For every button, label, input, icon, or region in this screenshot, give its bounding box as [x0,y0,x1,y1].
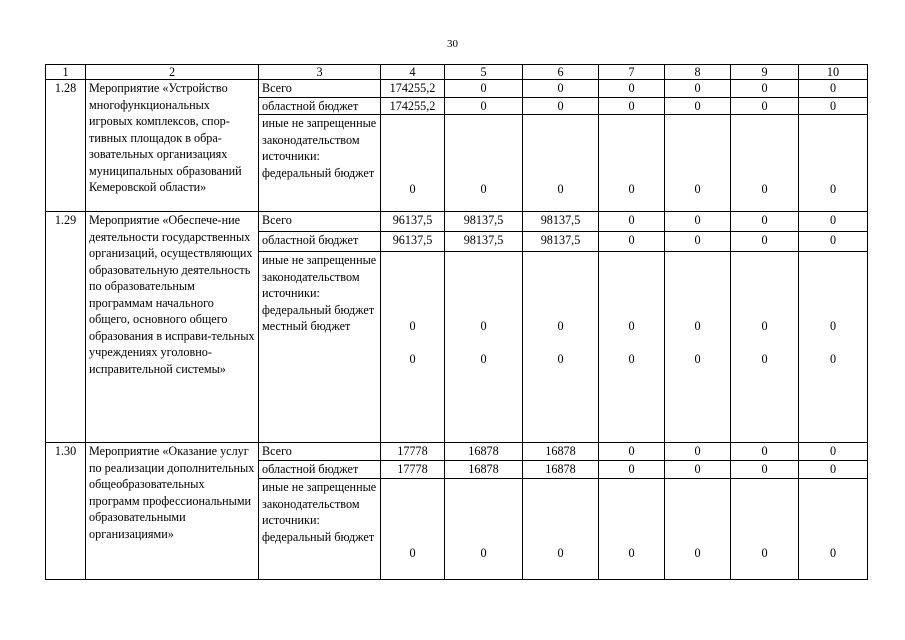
value-cell: 0 [523,97,599,115]
value-cell: 98137,5 [445,232,523,252]
value-cell: 0 [445,97,523,115]
sub-value: 0 [557,182,564,196]
value-cell: 0 [665,97,731,115]
item-number: 1.30 [46,443,86,580]
value-cell: 17778 [381,443,445,461]
sub-value: 0 [628,319,635,333]
value-cell: 0 [799,232,868,252]
value-cell: 98137,5 [523,212,599,232]
value-cell: 0 [599,232,665,252]
value-cell [799,115,868,212]
item-description: Мероприятие «Устройство многофункциональных игровых комплексов, спор-тивных площадок в обра-зовательных организациях муниципальных образований Кемеровской области» [86,80,259,212]
source-label-total: Всего [259,80,381,98]
sub-value: 0 [829,319,837,333]
value-cell: 0 [731,443,799,461]
value-cell: 0 [731,80,799,98]
sub-value: 0 [761,319,768,333]
source-label-total: Всего [259,443,381,461]
sub-value: 0 [557,351,564,366]
item-number: 1.28 [46,80,86,212]
sub-value: 0 [409,351,416,366]
sub-value: 0 [829,546,837,560]
item-description: Мероприятие «Оказание услуг по реализации дополнительных общеобразовательных программ профессиональными образовательными организациями» [86,443,259,580]
value-cell: 0 [599,443,665,461]
sub-value: 0 [480,351,487,366]
value-cell [599,479,665,580]
sub-value: 0 [480,319,487,333]
value-cell: 174255,2 [381,97,445,115]
column-number: 3 [259,65,381,80]
other-sources-label: иные не запрещенные законодательством источники: [262,116,377,163]
value-cell: 0 [731,232,799,252]
value-cell: 0 [799,212,868,232]
sub-value: 0 [628,182,635,196]
value-cell [665,115,731,212]
column-number: 2 [86,65,259,80]
value-cell: 0 [599,97,665,115]
page-number: 30 [447,38,458,50]
value-cell: 0 [445,80,523,98]
value-cell [523,115,599,212]
sub-value: 0 [480,546,487,560]
other-sources-label: иные не запрещенные законодательством источники: [262,480,377,527]
value-cell: 174255,2 [381,80,445,98]
value-cell [381,479,445,580]
value-cell [731,115,799,212]
table-row [46,443,868,461]
value-cell [665,252,731,443]
value-cell: 0 [665,80,731,98]
value-cell: 16878 [523,443,599,461]
sub-value: 0 [761,182,768,196]
value-cell [731,479,799,580]
value-cell: 0 [665,212,731,232]
value-cell: 0 [799,80,868,98]
value-cell [799,252,868,443]
value-cell: 96137,5 [381,212,445,232]
sub-value: 0 [694,182,701,196]
value-cell [799,479,868,580]
sub-value: 0 [409,182,416,196]
column-number: 9 [731,65,799,80]
value-cell [381,252,445,443]
value-cell [523,479,599,580]
sub-value: 0 [829,182,837,196]
column-number: 8 [665,65,731,80]
value-cell: 98137,5 [523,232,599,252]
value-cell: 0 [665,232,731,252]
source-label-regional: областной бюджет [259,461,381,479]
value-cell: 0 [799,443,868,461]
sub-source-label: федеральный бюджет [262,529,375,544]
item-description: Мероприятие «Обеспече-ние деятельности государственных организаций, осуществляющих образовательную деятельность по образовательным программам начального общего, основного общего образования в исправи-тельных учреждениях уголовно-исправительной системы» [86,212,259,443]
value-cell: 0 [599,461,665,479]
column-number: 1 [46,65,86,80]
value-cell: 16878 [445,443,523,461]
column-number: 5 [445,65,523,80]
value-cell [445,479,523,580]
value-cell: 0 [731,461,799,479]
value-cell [445,252,523,443]
sub-source-label: федеральный бюджет [262,302,375,317]
sub-value: 0 [628,546,635,560]
sub-value: 0 [694,319,701,333]
sub-value: 0 [557,546,564,560]
value-cell: 0 [799,97,868,115]
sub-value: 0 [557,319,564,333]
column-number: 6 [523,65,599,80]
item-number: 1.29 [46,212,86,443]
value-cell: 16878 [445,461,523,479]
value-cell: 0 [599,80,665,98]
value-cell [599,115,665,212]
sub-value: 0 [829,351,837,366]
value-cell: 0 [799,461,868,479]
column-number: 7 [599,65,665,80]
value-cell [523,252,599,443]
sub-value: 0 [409,319,416,333]
value-cell [731,252,799,443]
value-cell: 96137,5 [381,232,445,252]
value-cell [445,115,523,212]
value-cell: 0 [665,461,731,479]
sub-value: 0 [694,351,701,366]
source-label-regional: областной бюджет [259,97,381,115]
value-cell: 0 [523,80,599,98]
value-cell: 0 [599,212,665,232]
sub-source-label: местный бюджет [262,319,351,333]
sub-value: 0 [480,182,487,196]
sub-source-label: федеральный бюджет [262,165,375,180]
sub-value: 0 [761,546,768,560]
budget-table [45,64,868,580]
value-cell: 98137,5 [445,212,523,232]
sub-value: 0 [761,351,768,366]
sub-value: 0 [409,546,416,560]
value-cell [665,479,731,580]
column-number-row [46,65,868,80]
column-number: 4 [381,65,445,80]
value-cell: 0 [665,443,731,461]
value-cell: 17778 [381,461,445,479]
source-label-other [259,479,381,580]
value-cell: 0 [731,212,799,232]
source-label-other [259,115,381,212]
other-sources-label: иные не запрещенные законодательством источники: [262,253,377,300]
table-row [46,212,868,232]
sub-value: 0 [628,351,635,366]
sub-value: 0 [694,546,701,560]
value-cell [599,252,665,443]
value-cell: 16878 [523,461,599,479]
value-cell: 0 [731,97,799,115]
source-label-regional: областной бюджет [259,232,381,252]
source-label-other [259,252,381,443]
table-row [46,80,868,98]
value-cell [381,115,445,212]
source-label-total: Всего [259,212,381,232]
column-number: 10 [799,65,868,80]
